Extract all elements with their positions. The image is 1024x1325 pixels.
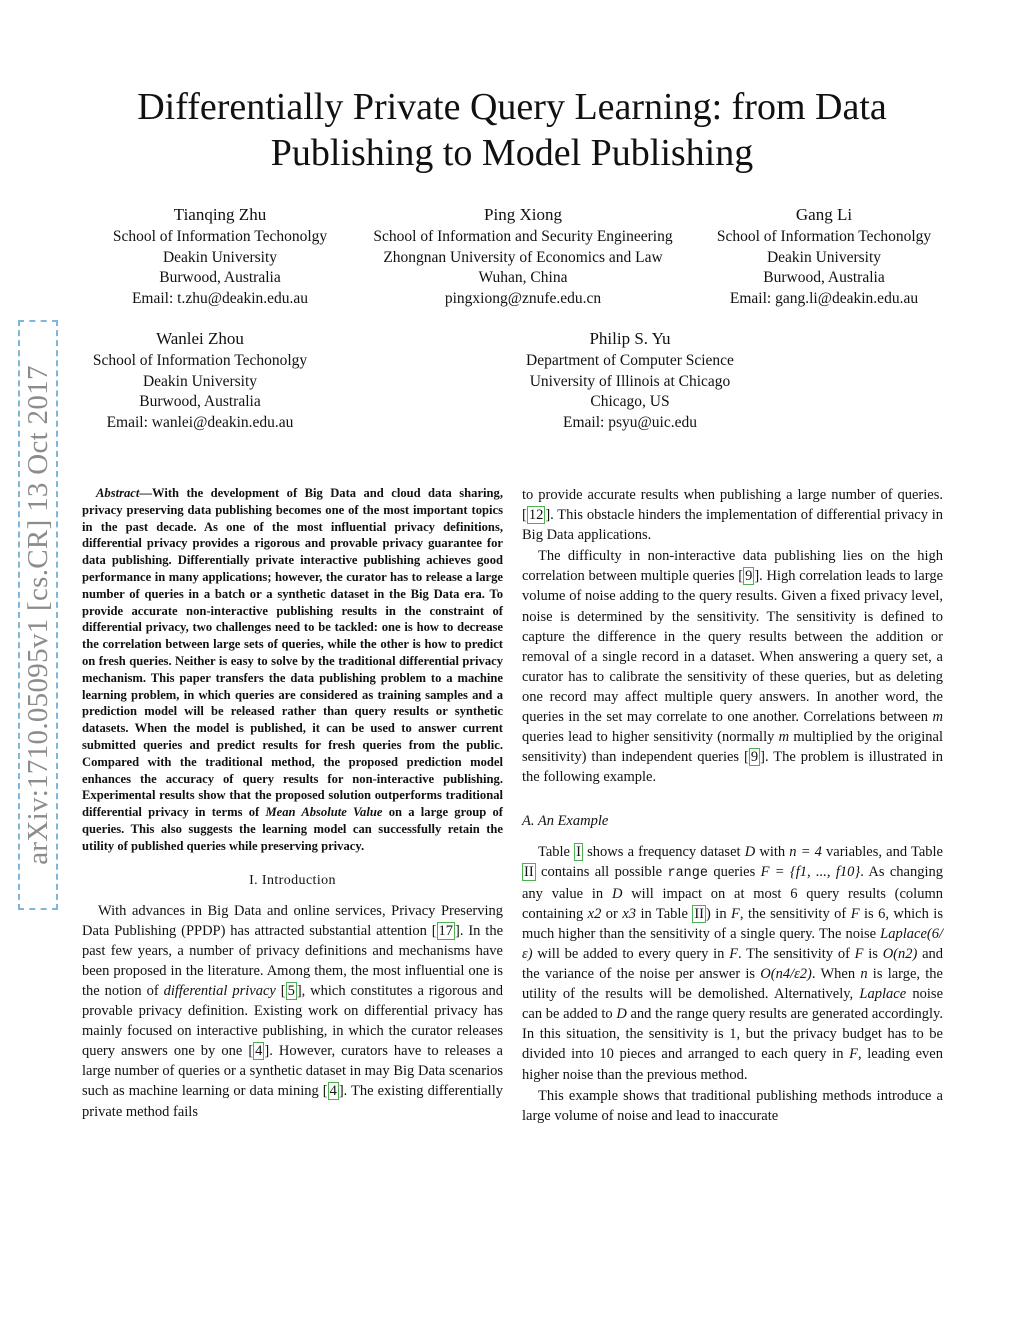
body-paragraph: This example shows that traditional publishing methods introduce a large volume of noise and lead to inaccurate (522, 1087, 943, 1124)
paper-title: Differentially Private Query Learning: from Data Publishing to Model Publishing (137, 86, 887, 174)
author-email: Email: wanlei@deakin.edu.au (106, 413, 294, 431)
table-link[interactable]: I (576, 843, 581, 860)
author-affiliation: Zhongnan University of Economics and Law (383, 248, 663, 266)
abstract-label: Abstract (96, 486, 140, 500)
author-affiliation: Burwood, Australia (763, 269, 885, 286)
author-affiliation: Deakin University (766, 248, 882, 266)
author-affiliation: School of Information Techonolgy (92, 352, 308, 369)
author-name: Ping Xiong (484, 205, 562, 224)
author-name: Tianqing Zhu (173, 205, 267, 224)
author-email: Email: gang.li@deakin.edu.au (729, 289, 919, 307)
abstract (82, 485, 503, 855)
author-block (95, 202, 345, 309)
author-email: Email: psyu@uic.edu (563, 413, 697, 431)
author-block (495, 326, 765, 433)
author-name: Gang Li (795, 205, 853, 224)
author-affiliation: School of Information and Security Engineering (373, 228, 673, 245)
author-affiliation: School of Information Techonolgy (112, 228, 328, 245)
author-affiliation: Burwood, Australia (159, 269, 281, 286)
citation-link[interactable]: 9 (750, 749, 759, 766)
author-block (700, 202, 948, 309)
author-block (75, 326, 325, 433)
author-affiliation: Chicago, US (590, 393, 670, 410)
author-block (352, 202, 694, 309)
citation-link[interactable]: 9 (745, 568, 753, 585)
table-link[interactable]: II (524, 863, 534, 880)
author-name: Philip S. Yu (589, 329, 671, 348)
subsection-heading: A. An Example (522, 813, 609, 830)
arxiv-id: arXiv:1710.05095v1 [cs.CR] 13 Oct 2017 (18, 320, 58, 910)
author-email: pingxiong@znufe.edu.cn (444, 289, 602, 307)
table-link[interactable]: II (694, 905, 705, 922)
intro-paragraph: With advances in Big Data and online services, Privacy Preserving Data Publishing (PPDP) has attracted substantial attention [ 17 ]. In the past few years, a number of privacy definitions and mechanisms have been proposed in the literature. Among them, the most influential one is the notion of differential privacy [ 5 ], which constitutes a rigorous and provable privacy definition. Existing work on differential privacy has mainly focused on interactive publishing, in which the curator releases query answers one by one [ 4 ]. However, curators have to releases a large number of queries or a synthetic dataset in may Big Data scenarios such as machine learning or data mining [ 4 ]. The existing differentially private method fails (82, 902, 504, 1120)
author-affiliation: Deakin University (142, 372, 258, 390)
citation-link[interactable]: 17 (438, 922, 454, 939)
author-email: Email: t.zhu@deakin.edu.au (131, 289, 309, 307)
arxiv-sidebar (18, 320, 58, 910)
body-paragraph: Table I shows a frequency dataset D with n = 4 variables, and Table II contains all possible range queries F = {f1, ..., f10}. As changing any value in D will impact on at most 6 query results (column containing x2 or x3 in Table II ) in F, the sensitivity of F is 6, which is much higher than the sensitivity of a single query. The noise Laplace(6/ε) will be added to every query in F. The sensitivity of F is O(n2) and the variance of the noise per answer is O(n4/ε2). When n is large, the utility of the results will be demolished. Alternatively, Laplace noise can be added to D and the range query results are generated accordingly. In this situation, the sensitivity is 1, but the privacy budget has to be divided into 10 pieces and arranged to each query in F, leading even higher noise than the previous method. (522, 843, 944, 1083)
author-affiliation: Deakin University (162, 248, 278, 266)
citation-link[interactable]: 4 (329, 1083, 337, 1100)
right-column (522, 485, 943, 1126)
citation-link[interactable]: 5 (287, 983, 295, 999)
left-column (82, 485, 503, 1122)
citation-link[interactable]: 4 (255, 1043, 263, 1060)
body-paragraph: to provide accurate results when publishing a large number of queries. [ 12 ]. This obstacle hinders the implementation of differential privacy in Big Data applications. (522, 487, 943, 544)
section-heading-introduction: I. Introduction (249, 872, 336, 888)
abstract-emphasis: Mean Absolute Value (265, 805, 383, 820)
author-name: Wanlei Zhou (156, 329, 244, 348)
abstract-text: —With the development of Big Data and cloud data sharing, privacy preserving data publishing becomes one of the most important topics in the past decade. As one of the most influential privacy definitions, differential privacy provides a rigorous and provable privacy guarantee for data publishing. Differentially private interactive publishing achieves good performance in many applications; however, the curator has to release a large number of queries in a batch or a synthetic dataset in the Big Data era. To provide accurate non-interactive publishing results in the constraint of differential privacy, two challenges need to be tackled: one is how to decrease the correlation between large sets of queries, while the other is how to predict on fresh queries. Neither is easy to solve by the traditional differential privacy mechanism. This paper transfers the data publishing problem to a machine learning problem, in which queries are considered as training samples and a prediction model will be released rather than query results or synthetic datasets. When the model is published, it can be used to answer current submitted queries and predict results for fresh queries from the public. Compared with the traditional method, the proposed prediction model enhances the accuracy of query results for non-interactive publishing. Experimental results show that the proposed solution outperforms traditional differential privacy in terms of (82, 486, 503, 820)
author-affiliation: Wuhan, China (478, 269, 568, 286)
abstract-text: on a large group of queries. This also suggests the learning model can successfully retain the utility of published queries while preserving privacy. (82, 805, 503, 853)
body-paragraph: The difficulty in non-interactive data publishing lies on the high correlation between multiple queries [ 9 ]. High correlation leads to large volume of noise adding to the query results. Given a fixed privacy level, noise is determined by the sensitivity. The sensitivity is defined to capture the difference in the query results between the addition or removal of a single record in a dataset. When answering a query set, a curator has to calibrate the sensitivity of these queries, but as deleting one record may affect multiple query answers. In another word, the queries in the set may correlate to one another. Correlations between m queries lead to higher sensitivity (normally m multiplied by the original sensitivity) than independent queries [ 9 ]. The problem is illustrated in the following example. (522, 548, 944, 786)
author-affiliation: Department of Computer Science (526, 352, 734, 369)
author-affiliation: Burwood, Australia (139, 393, 261, 410)
citation-link[interactable]: 12 (528, 507, 544, 524)
author-affiliation: School of Information Techonolgy (716, 228, 932, 245)
author-affiliation: University of Illinois at Chicago (529, 372, 731, 390)
